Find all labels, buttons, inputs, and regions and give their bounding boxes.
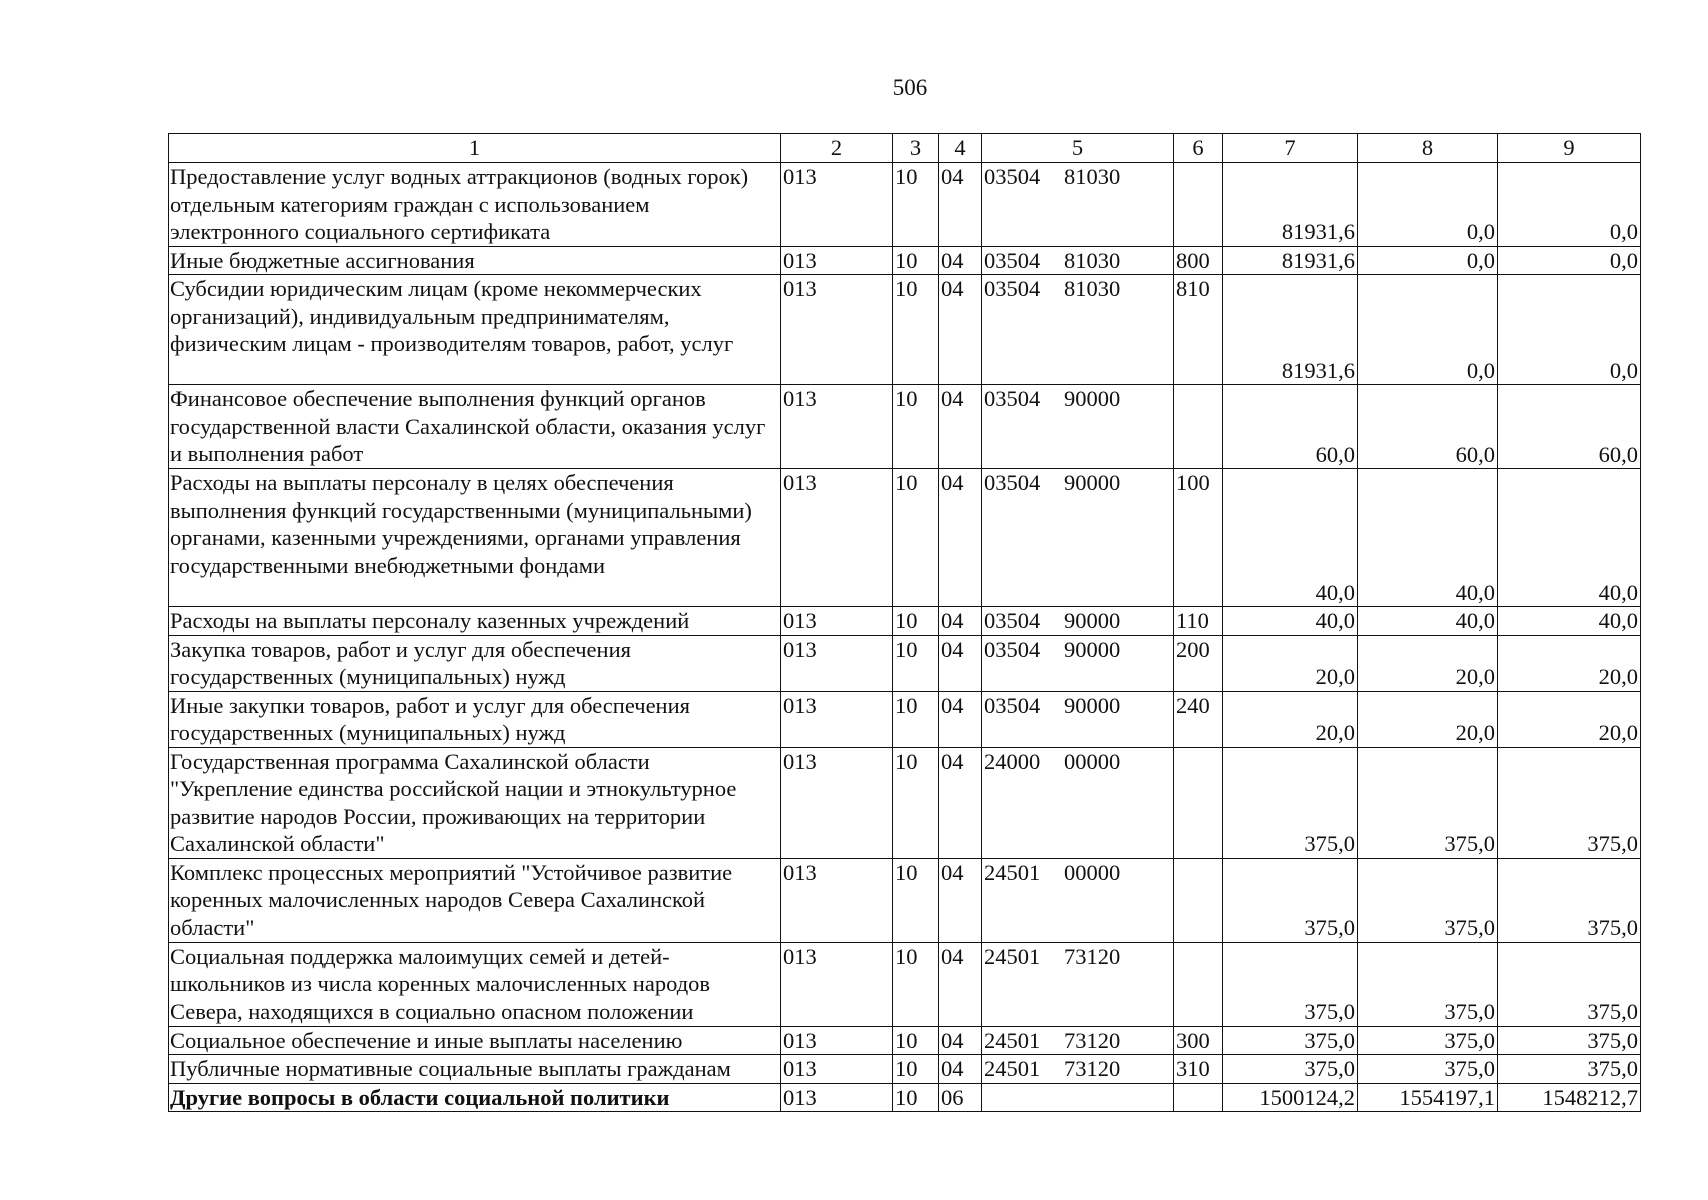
target-article-program: 03504 [984, 276, 1041, 301]
section-code: 10 [893, 246, 939, 275]
expense-type-code [1174, 942, 1223, 1026]
expense-type-code [1174, 858, 1223, 942]
expense-type-code: 810 [1174, 275, 1223, 385]
amount-year-1: 81931,6 [1223, 246, 1358, 275]
subsection-code: 04 [939, 1026, 982, 1055]
amount-year-3: 375,0 [1498, 747, 1641, 858]
amount-year-2: 375,0 [1358, 1026, 1498, 1055]
ministry-code: 013 [781, 942, 893, 1026]
row-description: Социальная поддержка малоимущих семей и детей-школьников из числа коренных малочисленных народов Севера, находящихся в социально опасном положении [169, 942, 781, 1026]
ministry-code: 013 [781, 246, 893, 275]
row-description: Государственная программа Сахалинской области "Укрепление единства российской нации и этнокультурное развитие народов России, проживающих на территории Сахалинской области" [169, 747, 781, 858]
subsection-code: 04 [939, 635, 982, 691]
target-article-program: 24501 [984, 1027, 1041, 1053]
section-code: 10 [893, 469, 939, 607]
target-article-program: 24501 [984, 943, 1041, 969]
row-description: Публичные нормативные социальные выплаты гражданам [169, 1055, 781, 1084]
amount-year-2: 375,0 [1358, 942, 1498, 1026]
section-code: 10 [893, 1055, 939, 1084]
amount-year-1: 20,0 [1223, 635, 1358, 691]
amount-year-2: 375,0 [1358, 1055, 1498, 1084]
ministry-code: 013 [781, 469, 893, 607]
ministry-code: 013 [781, 1026, 893, 1055]
amount-year-1: 81931,6 [1223, 275, 1358, 385]
amount-year-1: 81931,6 [1223, 163, 1358, 247]
target-article-direction: 90000 [1064, 470, 1121, 495]
table-row [169, 275, 1641, 385]
section-code: 10 [893, 635, 939, 691]
target-article-program: 24000 [984, 748, 1041, 774]
header-cell: 8 [1358, 134, 1498, 163]
row-description: Расходы на выплаты персоналу казенных учреждений [169, 607, 781, 636]
section-code: 10 [893, 163, 939, 247]
amount-year-3: 375,0 [1498, 858, 1641, 942]
target-article-direction: 90000 [1064, 608, 1121, 633]
table-row [169, 1026, 1641, 1055]
expense-type-code [1174, 385, 1223, 469]
target-article-program: 24501 [984, 859, 1041, 885]
ministry-code: 013 [781, 1055, 893, 1084]
ministry-code: 013 [781, 163, 893, 247]
target-article-direction: 00000 [1064, 748, 1121, 774]
subsection-code: 04 [939, 385, 982, 469]
target-article-direction: 90000 [1064, 636, 1121, 662]
table-row [169, 691, 1641, 747]
target-article-program: 03504 [984, 386, 1041, 411]
target-article-direction: 00000 [1064, 859, 1121, 885]
ministry-code: 013 [781, 747, 893, 858]
section-code: 10 [893, 385, 939, 469]
subsection-code: 04 [939, 607, 982, 636]
section-code: 10 [893, 942, 939, 1026]
amount-year-3: 375,0 [1498, 1026, 1641, 1055]
amount-year-2: 0,0 [1358, 246, 1498, 275]
table-row [169, 942, 1641, 1026]
row-description: Закупка товаров, работ и услуг для обеспечения государственных (муниципальных) нужд [169, 635, 781, 691]
page-number: 506 [892, 75, 928, 100]
section-code: 10 [893, 607, 939, 636]
expense-type-code [1174, 163, 1223, 247]
amount-year-3: 0,0 [1498, 246, 1641, 275]
amount-year-1: 375,0 [1223, 1026, 1358, 1055]
amount-year-1: 20,0 [1223, 691, 1358, 747]
expense-type-code: 240 [1174, 691, 1223, 747]
table-row [169, 163, 1641, 247]
target-article-direction: 73120 [1064, 943, 1121, 969]
subsection-code: 04 [939, 858, 982, 942]
amount-year-3: 375,0 [1498, 942, 1641, 1026]
header-row [169, 134, 1641, 163]
row-description: Другие вопросы в области социальной политики [169, 1083, 781, 1112]
subsection-code: 04 [939, 1055, 982, 1084]
amount-year-3: 40,0 [1498, 607, 1641, 636]
target-article-direction: 73120 [1064, 1027, 1121, 1053]
row-description: Расходы на выплаты персоналу в целях обеспечения выполнения функций государственными (муниципальными) органами, казенными учреждениями, органами управления государственными внебюджетными фондами [169, 469, 781, 607]
amount-year-3: 40,0 [1498, 469, 1641, 607]
row-description: Иные бюджетные ассигнования [169, 246, 781, 275]
subsection-code: 04 [939, 747, 982, 858]
ministry-code: 013 [781, 635, 893, 691]
target-article-program: 03504 [984, 470, 1041, 495]
target-article-direction: 73120 [1064, 1056, 1121, 1081]
amount-year-2: 1554197,1 [1358, 1083, 1498, 1112]
amount-year-2: 40,0 [1358, 607, 1498, 636]
target-article-direction: 81030 [1064, 164, 1121, 189]
target-article-program: 03504 [984, 247, 1041, 273]
ministry-code: 013 [781, 1083, 893, 1112]
amount-year-3: 20,0 [1498, 635, 1641, 691]
amount-year-1: 375,0 [1223, 942, 1358, 1026]
target-article-code [982, 1026, 1174, 1055]
amount-year-1: 60,0 [1223, 385, 1358, 469]
expense-type-code: 800 [1174, 246, 1223, 275]
amount-year-3: 1548212,7 [1498, 1083, 1641, 1112]
amount-year-2: 20,0 [1358, 691, 1498, 747]
target-article-code [982, 275, 1174, 385]
target-article-code [982, 747, 1174, 858]
section-code: 10 [893, 691, 939, 747]
header-cell: 5 [982, 134, 1174, 163]
target-article-code [982, 942, 1174, 1026]
table-row [169, 469, 1641, 607]
amount-year-1: 1500124,2 [1223, 1083, 1358, 1112]
amount-year-3: 20,0 [1498, 691, 1641, 747]
target-article-code [982, 469, 1174, 607]
target-article-program: 24501 [984, 1056, 1041, 1081]
expense-type-code: 300 [1174, 1026, 1223, 1055]
subsection-code: 04 [939, 246, 982, 275]
ministry-code: 013 [781, 275, 893, 385]
target-article-code [982, 607, 1174, 636]
ministry-code: 013 [781, 691, 893, 747]
target-article-program: 03504 [984, 636, 1041, 662]
row-description: Субсидии юридическим лицам (кроме некоммерческих организаций), индивидуальным предпринимателям, физическим лицам - производителям товаров, работ, услуг [169, 275, 781, 385]
header-cell: 6 [1174, 134, 1223, 163]
table-row [169, 607, 1641, 636]
target-article-code [982, 691, 1174, 747]
table-row [169, 858, 1641, 942]
section-code: 10 [893, 275, 939, 385]
expense-type-code: 100 [1174, 469, 1223, 607]
table-row [169, 246, 1641, 275]
section-code: 10 [893, 747, 939, 858]
header-cell: 9 [1498, 134, 1641, 163]
subsection-code: 04 [939, 469, 982, 607]
ministry-code: 013 [781, 858, 893, 942]
amount-year-1: 40,0 [1223, 607, 1358, 636]
target-article-direction: 90000 [1064, 692, 1121, 718]
amount-year-2: 375,0 [1358, 858, 1498, 942]
table-row [169, 635, 1641, 691]
expense-type-code: 110 [1174, 607, 1223, 636]
section-code: 10 [893, 1083, 939, 1112]
expense-type-code [1174, 1083, 1223, 1112]
subsection-code: 04 [939, 275, 982, 385]
target-article-code [982, 385, 1174, 469]
expense-type-code: 310 [1174, 1055, 1223, 1084]
target-article-code [982, 1083, 1174, 1112]
target-article-direction: 81030 [1064, 247, 1121, 273]
target-article-direction: 90000 [1064, 386, 1121, 411]
row-description: Финансовое обеспечение выполнения функций органов государственной власти Сахалинской области, оказания услуг и выполнения работ [169, 385, 781, 469]
section-code: 10 [893, 1026, 939, 1055]
amount-year-2: 60,0 [1358, 385, 1498, 469]
ministry-code: 013 [781, 607, 893, 636]
amount-year-2: 40,0 [1358, 469, 1498, 607]
target-article-program: 03504 [984, 692, 1041, 718]
table-row [169, 747, 1641, 858]
header-cell: 4 [939, 134, 982, 163]
table-row [169, 1083, 1641, 1112]
amount-year-3: 0,0 [1498, 163, 1641, 247]
table-row [169, 385, 1641, 469]
target-article-code [982, 163, 1174, 247]
subsection-code: 04 [939, 163, 982, 247]
row-description: Иные закупки товаров, работ и услуг для обеспечения государственных (муниципальных) нужд [169, 691, 781, 747]
amount-year-2: 20,0 [1358, 635, 1498, 691]
amount-year-3: 375,0 [1498, 1055, 1641, 1084]
header-cell: 7 [1223, 134, 1358, 163]
amount-year-1: 40,0 [1223, 469, 1358, 607]
amount-year-1: 375,0 [1223, 858, 1358, 942]
amount-year-1: 375,0 [1223, 1055, 1358, 1084]
target-article-code [982, 858, 1174, 942]
target-article-code [982, 635, 1174, 691]
amount-year-3: 60,0 [1498, 385, 1641, 469]
expense-type-code: 200 [1174, 635, 1223, 691]
amount-year-2: 375,0 [1358, 747, 1498, 858]
amount-year-1: 375,0 [1223, 747, 1358, 858]
header-cell: 1 [169, 134, 781, 163]
row-description: Предоставление услуг водных аттракционов (водных горок) отдельным категориям граждан с использованием электронного социального сертификата [169, 163, 781, 247]
table-row [169, 1055, 1641, 1084]
amount-year-2: 0,0 [1358, 163, 1498, 247]
section-code: 10 [893, 858, 939, 942]
target-article-code [982, 246, 1174, 275]
subsection-code: 06 [939, 1083, 982, 1112]
header-cell: 3 [893, 134, 939, 163]
target-article-program: 03504 [984, 164, 1041, 189]
amount-year-2: 0,0 [1358, 275, 1498, 385]
ministry-code: 013 [781, 385, 893, 469]
budget-table [168, 133, 1641, 1112]
target-article-code [982, 1055, 1174, 1084]
expense-type-code [1174, 747, 1223, 858]
target-article-direction: 81030 [1064, 276, 1121, 301]
row-description: Социальное обеспечение и иные выплаты населению [169, 1026, 781, 1055]
subsection-code: 04 [939, 942, 982, 1026]
row-description: Комплекс процессных мероприятий "Устойчивое развитие коренных малочисленных народов Севера Сахалинской области" [169, 858, 781, 942]
header-cell: 2 [781, 134, 893, 163]
amount-year-3: 0,0 [1498, 275, 1641, 385]
target-article-program: 03504 [984, 608, 1041, 633]
subsection-code: 04 [939, 691, 982, 747]
